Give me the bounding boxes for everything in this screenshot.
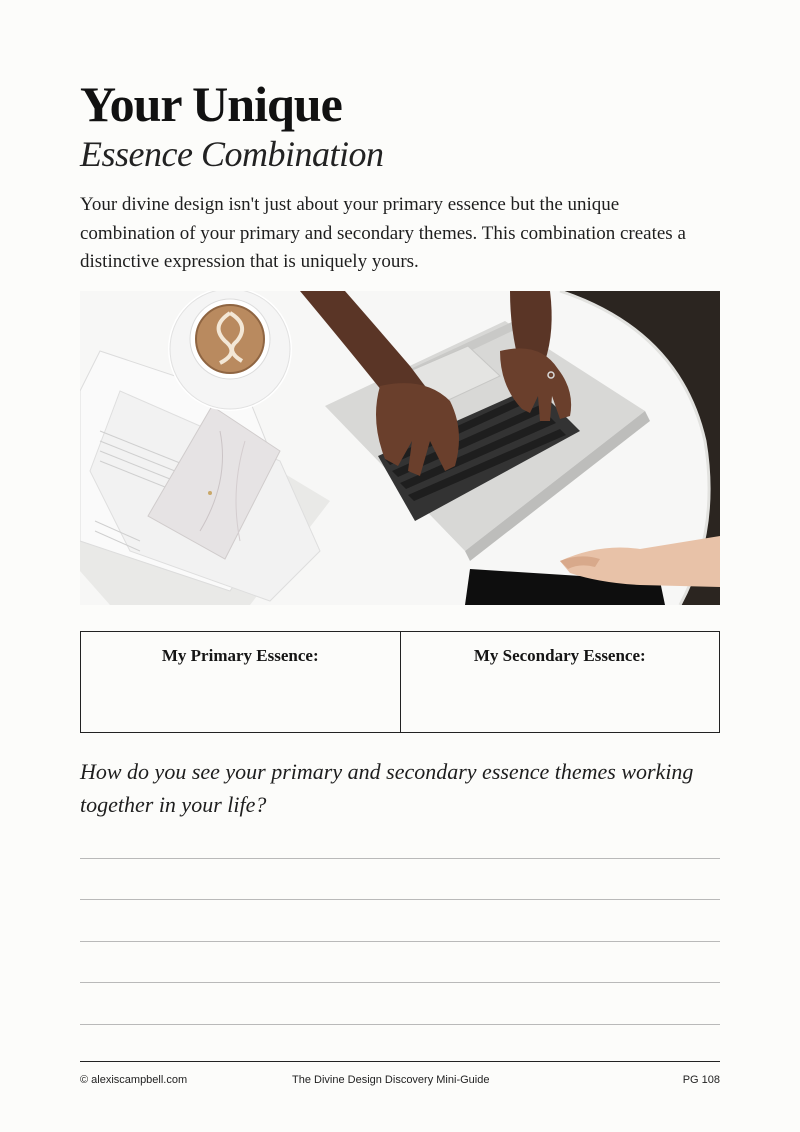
writing-line[interactable] <box>80 982 720 983</box>
writing-line[interactable] <box>80 899 720 900</box>
intro-paragraph: Your divine design isn't just about your primary essence but the unique combination of your primary and secondary themes. This combination creates a distinctive expression that is uniquely yours. <box>80 194 686 272</box>
footer-guide-name: The Divine Design Discovery Mini-Guide <box>292 1074 490 1086</box>
secondary-essence-label: My Secondary Essence: <box>473 646 646 665</box>
footer-divider <box>80 1061 720 1062</box>
primary-essence-cell[interactable] <box>81 632 400 732</box>
footer-page-number: PG 108 <box>682 1074 720 1086</box>
laptop-coffee-photo <box>80 291 720 605</box>
page-title: Your Unique <box>80 76 342 132</box>
page-subtitle: Essence Combination <box>80 134 384 174</box>
footer-copyright: © alexiscampbell.com <box>80 1074 188 1086</box>
writing-line[interactable] <box>80 1024 720 1025</box>
writing-line[interactable] <box>80 941 720 942</box>
page-footer <box>80 1074 720 1092</box>
primary-essence-label: My Primary Essence: <box>161 646 319 665</box>
essence-table <box>80 631 720 733</box>
writing-line[interactable] <box>80 858 720 859</box>
secondary-essence-cell[interactable] <box>400 632 720 732</box>
reflection-question: How do you see your primary and secondary essence themes working together in your life? <box>80 759 694 817</box>
